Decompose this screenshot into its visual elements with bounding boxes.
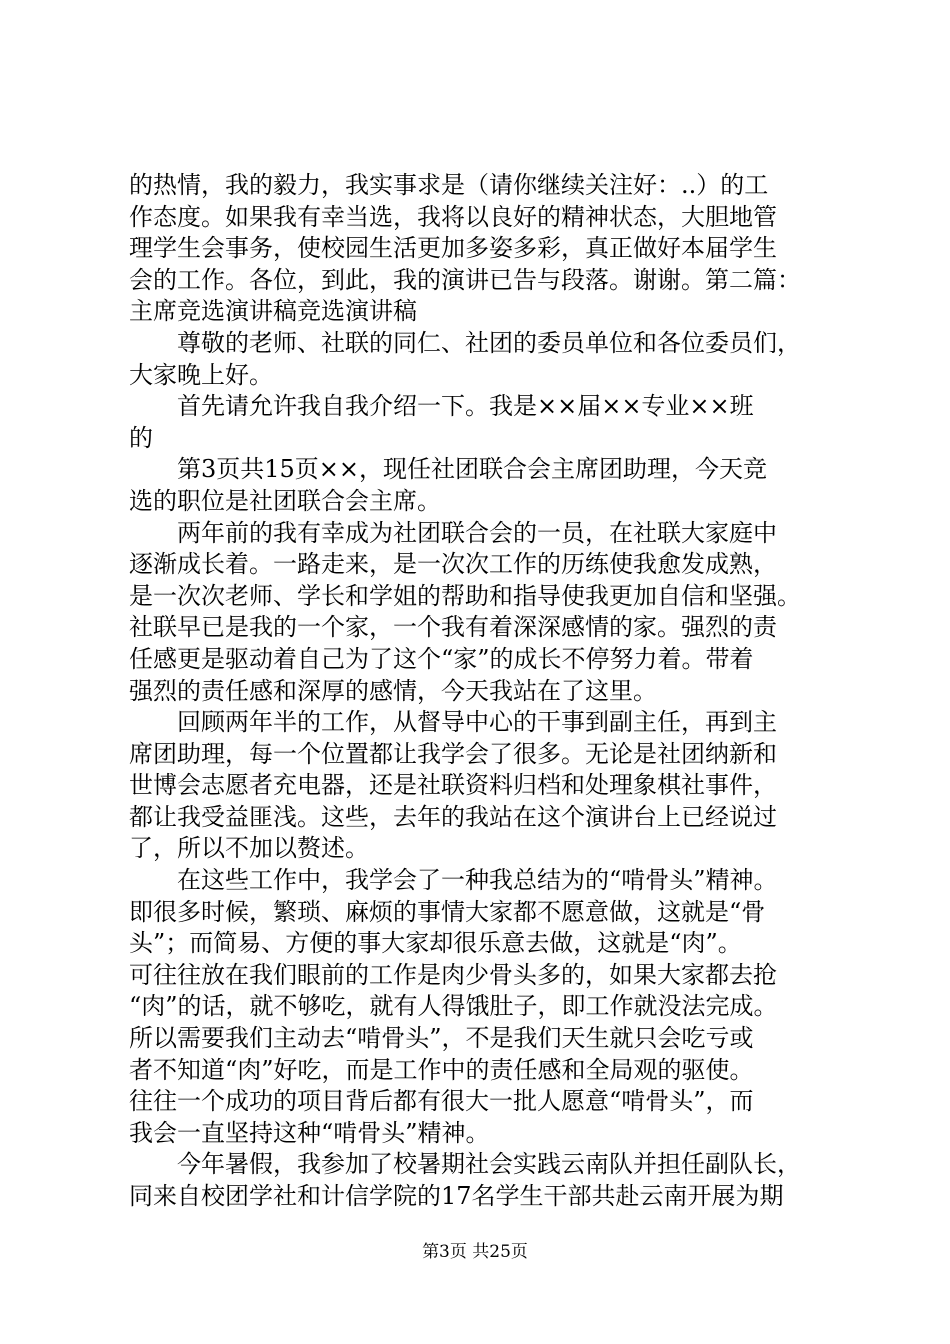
text-line: 作态度。如果我有幸当选，我将以良好的精神状态，大胆地管 (129, 202, 777, 231)
text-line: 选的职位是社团联合会主席。 (129, 486, 441, 515)
text-line: 可往往放在我们眼前的工作是肉少骨头多的，如果大家都去抢 (129, 960, 777, 989)
text-line: 往往一个成功的项目背后都有很大一批人愿意“啃骨头”，而 (129, 1087, 754, 1116)
text-line: 会的工作。各位，到此，我的演讲已告与段落。谢谢。第二篇： (129, 265, 801, 294)
text-line: 社联早已是我的一个家，一个我有着深深感情的家。强烈的责 (129, 613, 777, 642)
text-line: 所以需要我们主动去“啃骨头”，不是我们天生就只会吃亏或 (129, 1024, 754, 1053)
text-line: 是一次次老师、学长和学姐的帮助和指导使我更加自信和坚强。 (129, 581, 801, 610)
text-line: 尊敬的老师、社联的同仁、社团的委员单位和各位委员们， (177, 328, 801, 357)
text-line: 第3页共15页××，现任社团联合会主席团助理，今天竞 (177, 455, 768, 484)
text-line: “肉”的话，就不够吃，就有人得饿肚子，即工作就没法完成。 (129, 992, 778, 1021)
text-line: 头”；而简易、方便的事大家却很乐意去做，这就是“肉”。 (129, 929, 742, 958)
text-line: 我会一直坚持这种“啃骨头”精神。 (129, 1118, 490, 1147)
text-line: 都让我受益匪浅。这些，去年的我站在这个演讲台上已经说过 (129, 802, 777, 831)
text-line: 回顾两年半的工作，从督导中心的干事到副主任，再到主 (177, 708, 777, 737)
text-line: 逐渐成长着。一路走来，是一次次工作的历练使我愈发成熟， (129, 550, 777, 579)
text-line: 两年前的我有幸成为社团联合会的一员，在社联大家庭中 (177, 518, 777, 547)
text-line: 强烈的责任感和深厚的感情，今天我站在了这里。 (129, 676, 657, 705)
text-line: 大家晚上好。 (129, 360, 273, 389)
text-line: 的热情，我的毅力，我实事求是（请你继续关注好：..）的工 (129, 171, 769, 199)
text-line: 了，所以不加以赘述。 (129, 834, 369, 863)
text-line: 首先请允许我自我介绍一下。我是××届××专业××班 (177, 392, 754, 421)
text-line: 今年暑假，我参加了校暑期社会实践云南队并担任副队长， (177, 1150, 801, 1179)
page-footer: 第3页 共25页 (422, 1242, 528, 1262)
text-line: 世博会志愿者充电器，还是社联资料归档和处理象棋社事件， (129, 771, 777, 800)
text-line: 理学生会事务，使校园生活更加多姿多彩，真正做好本届学生 (129, 234, 777, 263)
text-line: 主席竞选演讲稿竞选演讲稿 (129, 297, 417, 326)
text-line: 者不知道“肉”好吃，而是工作中的责任感和全局观的驱使。 (129, 1055, 754, 1084)
text-line: 任感更是驱动着自己为了这个“家”的成长不停努力着。带着 (129, 644, 754, 673)
text-line: 的 (129, 423, 153, 452)
document-body (129, 170, 829, 1213)
text-line: 席团助理，每一个位置都让我学会了很多。无论是社团纳新和 (129, 739, 777, 768)
text-line: 即很多时候，繁琐、麻烦的事情大家都不愿意做，这就是“骨 (129, 897, 766, 926)
text-line: 在这些工作中，我学会了一种我总结为的“啃骨头”精神。 (177, 866, 778, 895)
text-line: 同来自校团学社和计信学院的17名学生干部共赴云南开展为期 (129, 1182, 784, 1210)
